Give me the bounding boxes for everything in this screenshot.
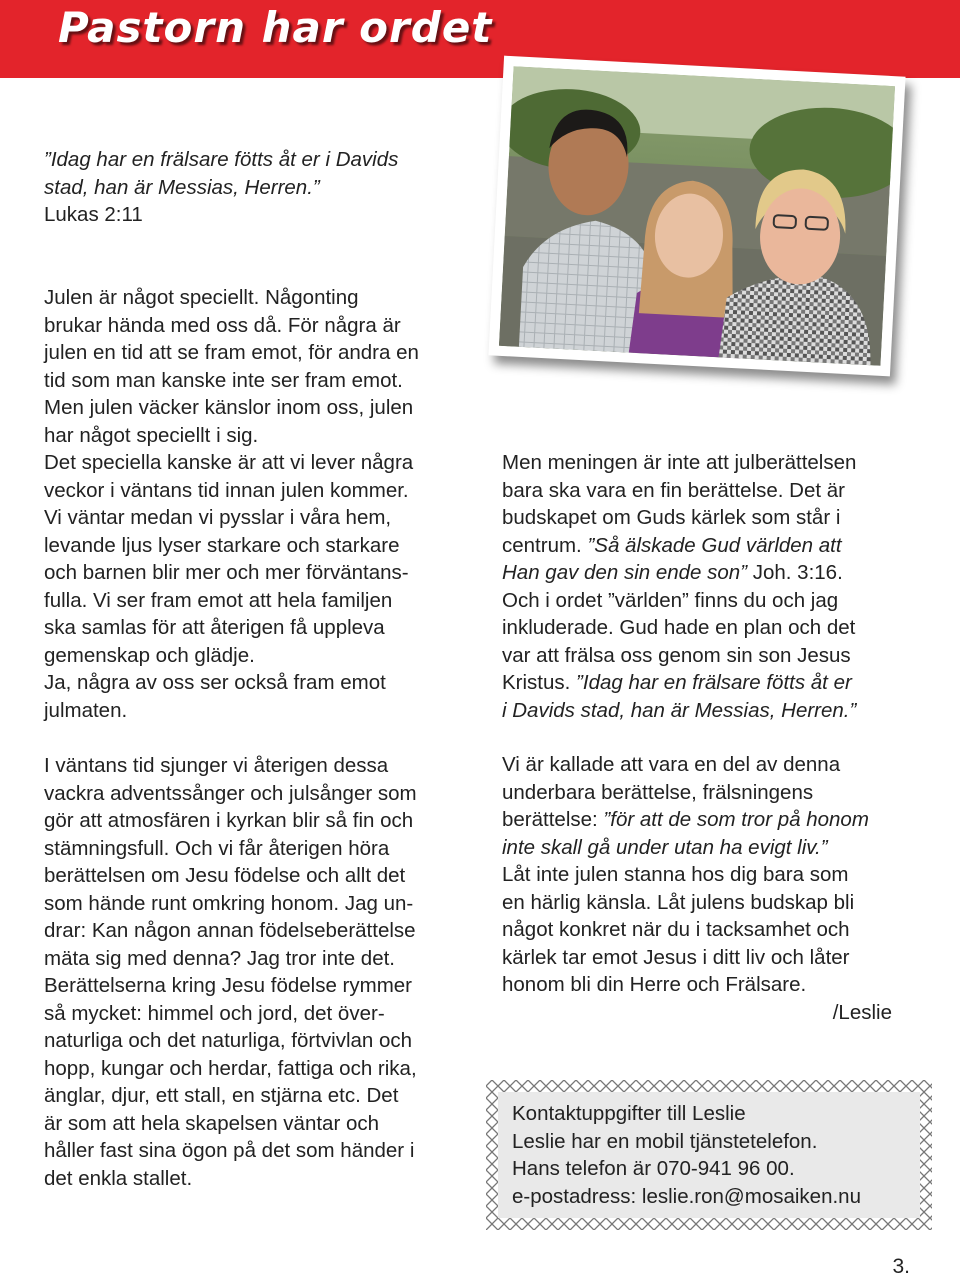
text-line: Men julen väcker känslor inom oss, julen (44, 396, 414, 419)
text-line: budskapet om Guds kärlek som står i (502, 506, 841, 529)
text-line: Vi väntar medan vi pysslar i våra hem, (44, 506, 392, 529)
text-line: änglar, djur, ett stall, en stjärna etc. Det (44, 1084, 399, 1107)
scripture-citation: Han gav den sin ende son” (502, 561, 748, 584)
text-line (502, 806, 922, 834)
text-span: centrum. (502, 533, 588, 557)
text-line: Ja, några av oss ser också fram emot (44, 671, 386, 694)
contact-email: e-postadress: leslie.ron@mosaiken.nu (512, 1184, 861, 1208)
text-line: kärlek tar emot Jesus i ditt liv och låter (502, 945, 850, 969)
contact-heading: Kontaktuppgifter till Leslie (512, 1102, 746, 1125)
text-line: stämningsfull. Och vi får återigen höra (44, 836, 390, 860)
text-line: gemenskap och glädje. (44, 643, 255, 667)
text-line: Berättelserna kring Jesu födelse rymmer (44, 974, 413, 997)
scripture-citation: i Davids stad, han är Messias, Herren.” (502, 698, 857, 722)
text-line: så mycket: himmel och jord, det över- (44, 1001, 385, 1025)
quote-line: stad, han är Messias, Herren.” (44, 175, 320, 199)
text-line: håller fast sina ögon på det som händer i (44, 1139, 415, 1162)
text-line (502, 697, 922, 725)
text-line: Låt inte julen stanna hos dig bara som (502, 863, 849, 886)
paragraph-advent (44, 752, 484, 1192)
text-line (502, 669, 922, 697)
scripture-citation: ”Idag har en frälsare fötts åt er (576, 671, 852, 694)
text-line: och barnen blir mer och mer förväntans- (44, 561, 409, 584)
contact-box (486, 1080, 932, 1230)
paragraph-calling (502, 751, 922, 1026)
text-line: vackra adventssånger och julsånger som (44, 781, 417, 805)
text-line: levande ljus lyser starkare och starkare (44, 533, 400, 557)
header-banner (0, 0, 960, 78)
text-line: Vi är kallade att vara en del av denna (502, 753, 841, 776)
text-line: Julen är något speciellt. Någonting (44, 286, 359, 309)
text-line: var att frälsa oss genom sin son Jesus (502, 643, 851, 667)
text-line: hopp, kungar och herdar, fattiga och rika, (44, 1056, 417, 1080)
paragraph-intro (44, 284, 484, 724)
contact-line: Leslie har en mobil tjänstetelefon. (512, 1129, 818, 1153)
page-title: Pastorn har ordet (58, 3, 493, 52)
contact-phone: Hans telefon är 070-941 96 00. (512, 1157, 795, 1180)
text-line: är som att hela skapelsen väntar och (44, 1111, 380, 1135)
text-line: mäta sig med denna? Jag tror inte det. (44, 946, 395, 970)
text-line: det enkla stallet. (44, 1166, 193, 1190)
scripture-quote (44, 146, 484, 229)
text-line: drar: Kan någon annan födelseberättelse (44, 919, 416, 942)
text-line: inkluderade. Gud hade en plan och det (502, 616, 856, 639)
text-line: något konkret när du i tacksamhet och (502, 918, 850, 941)
text-line: fulla. Vi ser fram emot att hela familjen (44, 588, 393, 612)
text-line (502, 834, 922, 862)
text-line: som hände runt omkring honom. Jag un- (44, 891, 414, 915)
family-photo (488, 56, 905, 377)
family-photo-image (499, 66, 895, 366)
text-line: I väntans tid sjunger vi återigen dessa (44, 754, 389, 777)
quote-line: ”Idag har en frälsare fötts åt er i Davids (44, 148, 399, 171)
scripture-citation: ”Så älskade Gud världen att (587, 533, 842, 557)
page-number: 3. (892, 1255, 910, 1278)
text-line (502, 532, 922, 560)
text-span: berättelse: (502, 808, 604, 831)
text-line (502, 559, 922, 587)
text-line: Det speciella kanske är att vi lever några (44, 451, 414, 474)
text-line: bara ska vara en fin berättelse. Det är (502, 478, 845, 502)
text-line: veckor i väntans tid innan julen kommer. (44, 478, 409, 502)
quote-reference: Lukas 2:11 (44, 203, 143, 226)
text-line: har något speciellt i sig. (44, 423, 259, 447)
text-line: Men meningen är inte att julberättelsen (502, 451, 857, 474)
text-line: berättelsen om Jesu födelse och allt det (44, 864, 406, 887)
text-line: brukar hända med oss då. För några är (44, 313, 401, 337)
text-span: Kristus. (502, 671, 577, 694)
text-line: julen en tid att se fram emot, för andra en (44, 341, 419, 364)
contact-text (512, 1100, 861, 1210)
paragraph-meaning (502, 449, 922, 724)
text-span: Joh. 3:16. (747, 561, 843, 584)
text-line: underbara berättelse, frälsningens (502, 780, 814, 804)
text-line: gör att atmosfären i kyrkan blir så fin och (44, 809, 414, 832)
text-line: naturliga och det naturliga, förtvivlan och (44, 1029, 413, 1052)
text-line: tid som man kanske inte ser fram emot. (44, 368, 403, 392)
signature: /Leslie (832, 1000, 892, 1024)
text-line: julmaten. (44, 698, 128, 722)
scripture-citation: inte skall gå under utan ha evigt liv.” (502, 835, 828, 859)
text-line: en härlig känsla. Låt julens budskap bli (502, 890, 855, 914)
text-line: Och i ordet ”världen” finns du och jag (502, 588, 839, 612)
scripture-citation: ”för att de som tror på honom (603, 808, 869, 831)
text-line: ska samlas för att återigen få uppleva (44, 616, 385, 639)
text-line: honom bli din Herre och Frälsare. (502, 973, 807, 996)
